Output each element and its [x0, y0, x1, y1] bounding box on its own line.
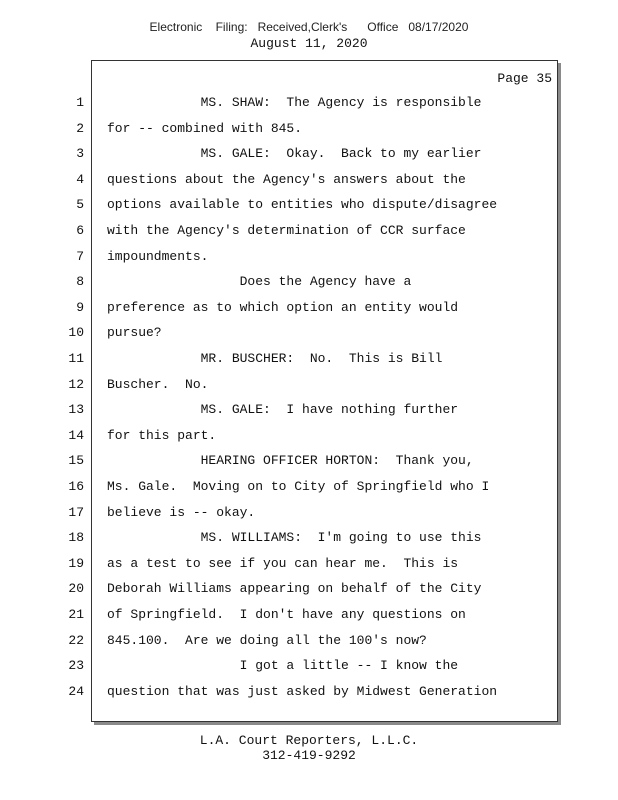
transcript-line: Deborah Williams appearing on behalf of the City	[107, 581, 482, 596]
transcript-line: believe is -- okay.	[107, 505, 256, 520]
line-number: 6	[76, 223, 84, 238]
line-number: 5	[76, 197, 84, 212]
transcript-line: Ms. Gale. Moving on to City of Springfield who I	[107, 479, 490, 494]
line-number: 12	[68, 377, 84, 392]
transcript-date: August 11, 2020	[250, 36, 368, 51]
transcript-line: with the Agency's determination of CCR surface	[107, 223, 466, 238]
line-number: 17	[68, 505, 84, 520]
transcript-line: questions about the Agency's answers about the	[107, 172, 466, 187]
transcript-line: MR. BUSCHER: No. This is Bill	[107, 351, 443, 366]
line-number: 13	[68, 402, 84, 417]
page-number: Page 35	[497, 71, 552, 86]
transcript-line: for this part.	[107, 428, 217, 443]
transcript-line: impoundments.	[107, 249, 209, 264]
transcript-line: Does the Agency have a	[107, 274, 412, 289]
line-number: 4	[76, 172, 84, 187]
line-number: 9	[76, 300, 84, 315]
transcript-line: I got a little -- I know the	[107, 658, 459, 673]
line-number: 23	[68, 658, 84, 673]
transcript-line: MS. SHAW: The Agency is responsible	[107, 95, 482, 110]
line-number: 3	[76, 146, 84, 161]
line-number: 15	[68, 453, 84, 468]
transcript-line: options available to entities who dispute/disagree	[107, 197, 498, 212]
transcript-line: question that was just asked by Midwest Generation	[107, 684, 498, 699]
transcript-line: of Springfield. I don't have any questions on	[107, 607, 466, 622]
line-number: 19	[68, 556, 84, 571]
transcript-line: MS. WILLIAMS: I'm going to use this	[107, 530, 482, 545]
line-number: 11	[68, 351, 84, 366]
line-number: 16	[68, 479, 84, 494]
transcript-line: 845.100. Are we doing all the 100's now?	[107, 633, 427, 648]
line-number: 7	[76, 249, 84, 264]
transcript-line: preference as to which option an entity would	[107, 300, 459, 315]
footer-phone: 312-419-9292	[262, 748, 356, 763]
transcript-line: as a test to see if you can hear me. This is	[107, 556, 459, 571]
footer-reporter: L.A. Court Reporters, L.L.C.	[199, 733, 419, 748]
line-number: 22	[68, 633, 84, 648]
transcript-line: MS. GALE: I have nothing further	[107, 402, 459, 417]
transcript-line: MS. GALE: Okay. Back to my earlier	[107, 146, 482, 161]
transcript-line: Buscher. No.	[107, 377, 209, 392]
transcript-line: pursue?	[107, 325, 162, 340]
line-number: 20	[68, 581, 84, 596]
line-number: 8	[76, 274, 84, 289]
filing-stamp: Electronic Filing: Received,Clerk's Office 08/17/2020	[149, 20, 469, 34]
line-number: 2	[76, 121, 84, 136]
line-number: 21	[68, 607, 84, 622]
transcript-line: HEARING OFFICER HORTON: Thank you,	[107, 453, 474, 468]
line-number: 24	[68, 684, 84, 699]
line-number: 18	[68, 530, 84, 545]
line-number: 14	[68, 428, 84, 443]
line-number: 1	[76, 95, 84, 110]
line-number: 10	[68, 325, 84, 340]
transcript-line: for -- combined with 845.	[107, 121, 303, 136]
